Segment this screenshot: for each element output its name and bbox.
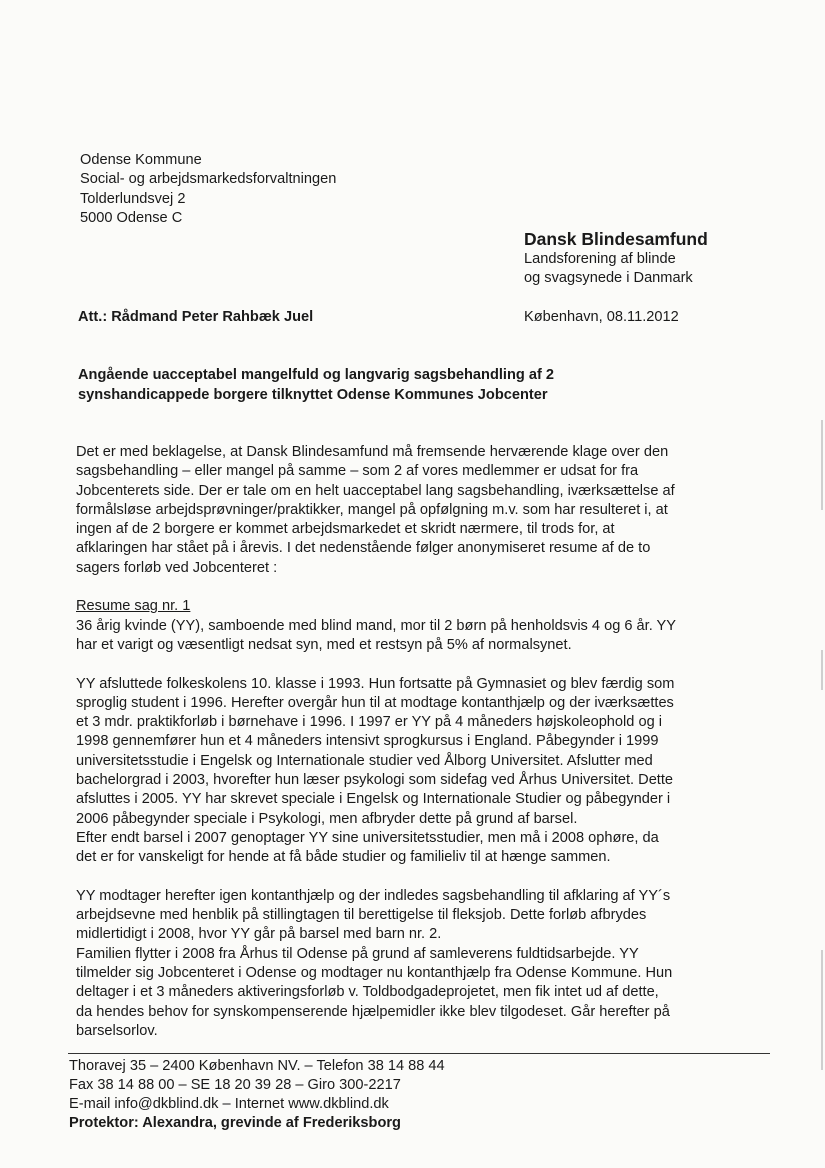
footer-address: Thoravej 35 – 2400 København NV. – Telefon 38 14 88 44 xyxy=(69,1058,445,1074)
text-line: afsluttes i 2005. YY har skrevet speciale i Engelsk og Internationale Studier og påbegynder i xyxy=(76,791,671,808)
text-line: midlertidigt i 2008, hvor YY går på barsel med barn nr. 2. xyxy=(76,926,442,943)
text-line: har et varigt og væsentligt nedsat syn, med et restsyn på 5% af normalsynet. xyxy=(76,636,572,653)
text-line: sagers forløb ved Jobcenteret : xyxy=(76,559,278,576)
text-line: ingen af de 2 borgere er kommet arbejdsmarkedet et skridt nærmere, til trods for, at xyxy=(76,521,615,538)
subject-heading xyxy=(78,366,554,405)
text-line: sproglig student i 1996. Herefter overgår hun til at modtage kontanthjælp og der iværksættes xyxy=(76,694,674,711)
footer-divider xyxy=(68,1053,770,1054)
text-line: 36 årig kvinde (YY), samboende med blind mand, mor til 2 børn på henholdsvis 4 og 6 år. YY xyxy=(76,617,677,634)
text-line: bachelorgrad i 2003, hvorefter hun læser psykologi som sidefag ved Århus Universitet. Dette xyxy=(76,772,674,789)
scan-edge-mark xyxy=(821,420,823,510)
recipient-line: Tolderlundsvej 2 xyxy=(80,190,186,207)
text-line: Efter endt barsel i 2007 genoptager YY sine universitetsstudier, men må i 2008 ophøre, da xyxy=(76,829,659,846)
intro-paragraph xyxy=(76,443,766,578)
text-line: barselsorlov. xyxy=(76,1022,158,1039)
dateline: København, 08.11.2012 xyxy=(524,309,679,325)
text-line: universitetsstudie i Engelsk og Internationale studier ved Ålborg Universitet. Afslutter med xyxy=(76,752,653,769)
text-line: Det er med beklagelse, at Dansk Blindesamfund må fremsende herværende klage over den xyxy=(76,444,669,460)
recipient-line: 5000 Odense C xyxy=(80,209,183,226)
recipient-line: Odense Kommune xyxy=(80,152,202,168)
footer-protector: Protektor: Alexandra, grevinde af Frederiksborg xyxy=(69,1115,401,1131)
letter-body xyxy=(76,443,766,1041)
sender-subtitle-line: Landsforening af blinde xyxy=(524,251,676,267)
subject-line: Angående uacceptabel mangelfuld og langvarig sagsbehandling af 2 xyxy=(78,367,555,383)
text-line: da hendes behov for synskompenserende hjælpemidler ikke blev tilgodeset. Går herefter på xyxy=(76,1003,670,1020)
text-line: arbejdsevne med henblik på stillingtagen til berettigelse til fleksjob. Dette forløb afbrydes xyxy=(76,907,647,924)
text-line: deltager i et 3 måneders aktiveringsforløb v. Toldbodgadeprojetet, men fik intet ud af dette, xyxy=(76,984,659,1001)
education-paragraph xyxy=(76,675,766,868)
recipient-address xyxy=(80,151,336,228)
case1-paragraph xyxy=(76,597,766,655)
case-title: Resume sag nr. 1 xyxy=(76,598,191,615)
text-line: YY afsluttede folkeskolens 10. klasse i 1993. Hun fortsatte på Gymnasiet og blev færdig som xyxy=(76,675,675,692)
text-line: 1998 gennemfører hun et 4 måneders intensivt sprogkursus i England. Påbegynder i 1999 xyxy=(76,733,659,750)
attention-line: Att.: Rådmand Peter Rahbæk Juel xyxy=(78,309,314,325)
text-line: det er for vanskeligt for hende at få både studier og familieliv til at hænge sammen. xyxy=(76,849,611,866)
recipient-line: Social- og arbejdsmarkedsforvaltningen xyxy=(80,171,337,188)
text-line: sagsbehandling – eller mangel på samme – som 2 af vores medlemmer er udsat for fra xyxy=(76,463,639,480)
text-line: tilmelder sig Jobcenteret i Odense og modtager nu kontanthjælp fra Odense Kommune. Hun xyxy=(76,965,673,982)
sender-block xyxy=(524,228,708,289)
footer-contact: E-mail info@dkblind.dk – Internet www.dkblind.dk xyxy=(69,1096,389,1112)
text-line: Familien flytter i 2008 fra Århus til Odense på grund af samleverens fuldtidsarbejde. YY xyxy=(76,945,639,962)
text-line: Jobcenterets side. Der er tale om en helt uacceptabel lang sagsbehandling, iværksættelse af xyxy=(76,482,675,499)
jobcenter-paragraph xyxy=(76,887,766,1041)
footer-fax: Fax 38 14 88 00 – SE 18 20 39 28 – Giro 300-2217 xyxy=(69,1077,401,1093)
scan-edge-mark xyxy=(821,650,823,690)
text-line: et 3 mdr. praktikforløb i børnehave i 1996. I 1997 er YY på 4 måneders højskoleophold og i xyxy=(76,714,662,731)
text-line: formålsløse arbejdsprøvninger/praktikker, mangel på opfølgning m.v. som har resulteret i, at xyxy=(76,501,668,518)
sender-subtitle-line: og svagsynede i Danmark xyxy=(524,270,693,287)
scan-edge-mark xyxy=(821,950,823,1070)
sender-name: Dansk Blindesamfund xyxy=(524,229,708,249)
letterhead-footer xyxy=(69,1057,445,1133)
text-line: YY modtager herefter igen kontanthjælp og der indledes sagsbehandling til afklaring af YY´s xyxy=(76,887,671,904)
subject-line: synshandicappede borgere tilknyttet Odense Kommunes Jobcenter xyxy=(78,386,548,403)
text-line: 2006 påbegynder speciale i Psykologi, men afbryder dette på grund af barsel. xyxy=(76,810,578,827)
text-line: afklaringen har stået på i årevis. I det nedenstående følger anonymiseret resume af de to xyxy=(76,540,651,557)
